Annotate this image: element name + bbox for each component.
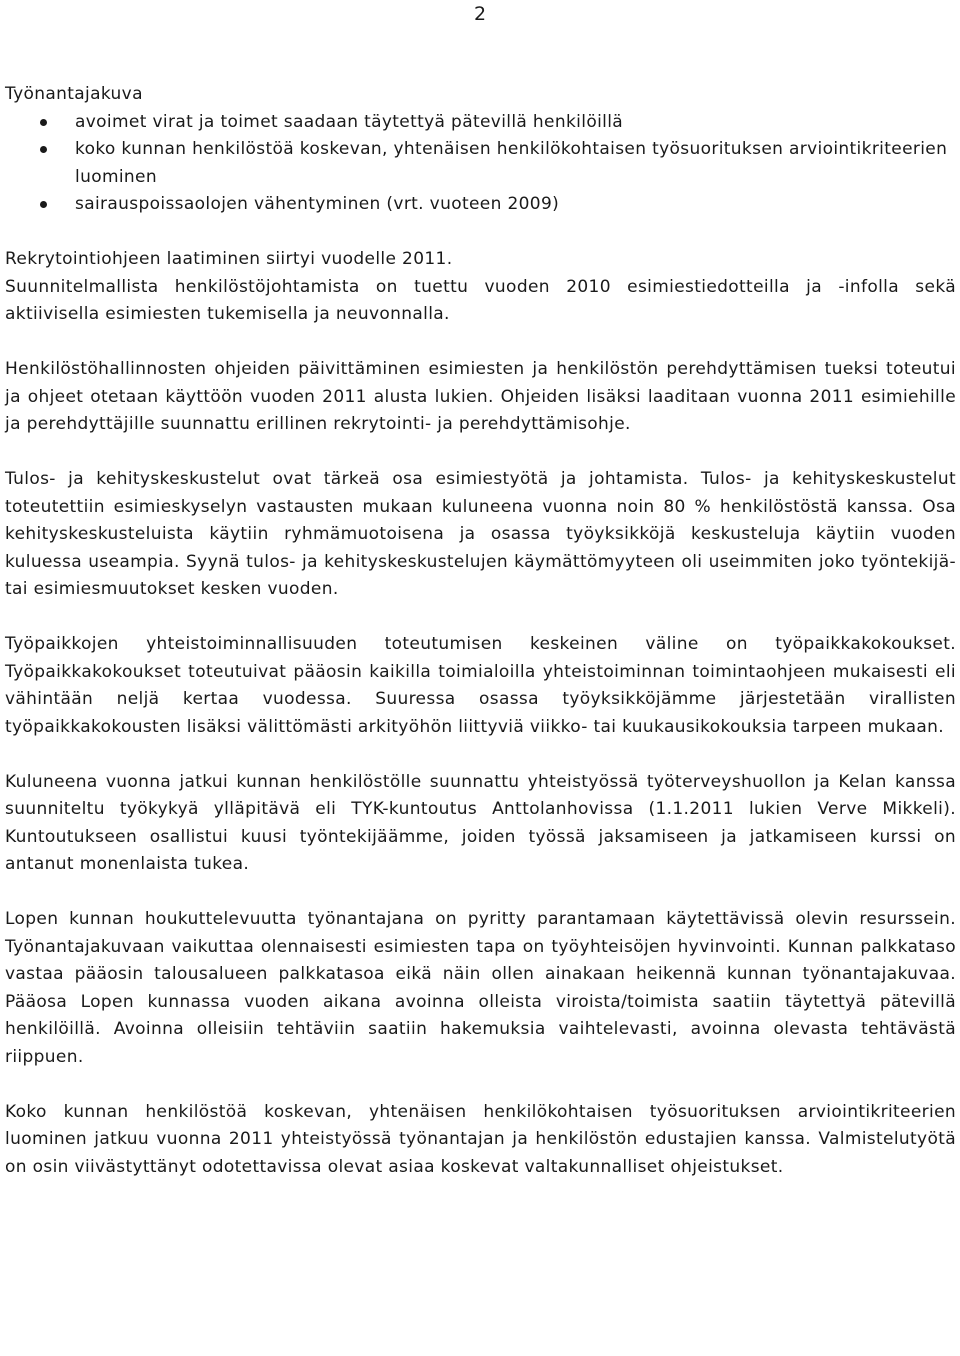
bullet-text: avoimet virat ja toimet saadaan täytettyä pätevillä henkilöillä	[75, 111, 624, 132]
paragraph-guidelines-update: Henkilöstöhallinnosten ohjeiden päivittäminen esimiesten ja henkilöstön perehdyttämisen tueksi toteutui ja ohjeet otetaan käyttöön vuoden 2011 alusta lukien. Ohjeiden lisäksi laaditaan vuonna 2011 esimiehille ja perehdyttäjille suunnattu erillinen rekrytointi- ja perehdyttämisohje.	[5, 359, 956, 434]
section-heading: Työnantajakuva	[5, 84, 143, 104]
bullet-dot-icon	[40, 119, 47, 126]
bullet-item	[5, 191, 956, 219]
paragraph-tyk-rehabilitation: Kuluneena vuonna jatkui kunnan henkilöstölle suunnattu yhteistyössä työterveyshuollon ja Kelan kanssa suunniteltu työkykyä ylläpitävä eli TYK-kuntoutus Anttolanhovissa (1.1.2011 lukien Verve Mikkeli). Kuntoutukseen osallistui kuusi työntekijäämme, joiden työssä jaksamiseen ja jatkamiseen kurssi on antanut monenlaista tukea.	[5, 771, 956, 874]
page-content	[5, 81, 956, 1181]
bullet-dot-icon	[40, 201, 47, 208]
bullet-item	[5, 109, 956, 137]
bullet-item	[5, 136, 956, 191]
bullet-text: sairauspoissaolojen vähentyminen (vrt. vuoteen 2009)	[75, 194, 560, 214]
paragraph-hr-management: Suunnitelmallista henkilöstöjohtamista on tuettu vuoden 2010 esimiestiedotteilla ja -infolla sekä aktiivisella esimiesten tukemisella ja neuvonnalla.	[5, 276, 956, 324]
paragraph-development-discussions: Tulos- ja kehityskeskustelut ovat tärkeä osa esimiestyötä ja johtamista. Tulos- ja kehityskeskustelut toteutettiin esimieskyselyn vastausten mukaan kuluneena vuonna noin 80 % henkilöstöstä kanssa. Osa kehityskeskusteluista käytiin ryhmämuotoisena ja osassa työyksikköjä keskusteluja käytiin vuoden kuluessa useampia. Syynä tulos- ja kehityskeskustelujen käymättömyyteen oli useimmiten joko työntekijä- tai esimiesmuutokset kesken vuoden.	[5, 469, 956, 599]
paragraph-recruitment-guide: Rekrytointiohjeen laatiminen siirtyi vuodelle 2011.	[5, 249, 453, 269]
paragraph-evaluation-criteria: Koko kunnan henkilöstöä koskevan, yhtenäisen henkilökohtaisen työsuorituksen arviointikriteerien luominen jatkuu vuonna 2011 yhteistyössä työnantajan ja henkilöstön edustajien kanssa. Valmistelutyötä on osin viivästyttänyt odotettavissa olevat asiaa koskevat valtakunnalliset ohjeistukset.	[5, 1101, 956, 1177]
paragraph-employer-attractiveness: Lopen kunnan houkuttelevuutta työnantajana on pyritty parantamaan käytettävissä olevin resurssein. Työnantajakuvaan vaikuttaa olennaisesti esimiesten tapa on työyhteisöjen hyvinvointi. Kunnan palkkataso vastaa pääosin talousalueen palkkatasoa eikä näin ollen ainakaan heikennä kunnan työnantajakuvaa. Pääosa Lopen kunnassa vuoden aikana avoinna olleista viroista/toimista saatiin täytettyä pätevillä henkilöillä. Avoinna olleisiin tehtäviin saatiin hakemuksia vaihtelevasti, avoinna olevasta tehtävästä riippuen.	[5, 909, 956, 1067]
bullet-list	[5, 109, 956, 219]
paragraph-workplace-meetings: Työpaikkojen yhteistoiminnallisuuden toteutumisen keskeinen väline on työpaikkakokoukset. Työpaikkakokoukset toteutuivat pääosin kaikilla toimialoilla yhteistoiminnan toimintaohjeen mukaisesti eli vähintään neljä kertaa vuodessa. Suuressa osassa työyksikköjämme järjestetään virallisten työpaikkakokousten lisäksi välittömästi arkityöhön liittyviä viikko- tai kuukausikokouksia tarpeen mukaan.	[5, 634, 956, 737]
bullet-text: koko kunnan henkilöstöä koskevan, yhtenäisen henkilökohtaisen työsuorituksen arviointikriteerien luominen	[75, 139, 948, 187]
page-number: 2	[473, 3, 487, 25]
bullet-dot-icon	[40, 146, 47, 153]
